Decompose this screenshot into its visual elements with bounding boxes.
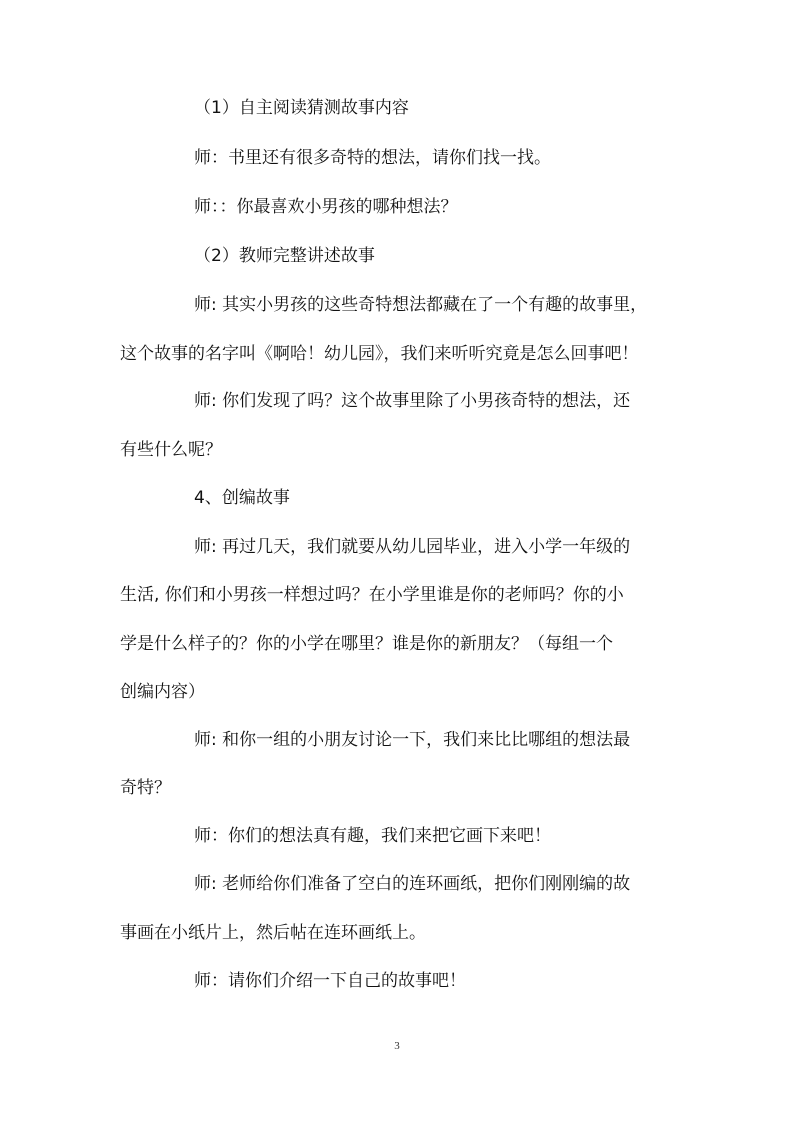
paragraph-continuation: 这个故事的名字叫《啊哈！幼儿园》，我们来听听究竟是怎么回事吧！ <box>120 344 639 364</box>
paragraph: 师：你们的想法真有趣，我们来把它画下来吧！ <box>194 826 551 846</box>
subheading-2: （2）教师完整讲述故事 <box>194 246 375 266</box>
page-number: 3 <box>394 1040 400 1052</box>
paragraph-continuation: 创编内容） <box>120 682 205 702</box>
paragraph: 师：请你们介绍一下自己的故事吧！ <box>194 971 466 991</box>
paragraph-continuation: 生活, 你们和小男孩一样想过吗？在小学里谁是你的老师吗？你的小 <box>120 585 624 605</box>
paragraph: 师：书里还有很多奇特的想法，请你们找一找。 <box>194 148 551 168</box>
paragraph: 师：：你最喜欢小男孩的哪种想法？ <box>194 197 458 217</box>
paragraph: 师: 和你一组的小朋友讨论一下，我们来比比哪组的想法最 <box>194 730 631 750</box>
paragraph: 师: 老师给你们准备了空白的连环画纸，把你们刚刚编的故 <box>194 874 631 894</box>
paragraph-continuation: 事画在小纸片上，然后帖在连环画纸上。 <box>120 923 426 943</box>
paragraph-continuation: 学是什么样子的？你的小学在哪里？谁是你的新朋友？（每组一个 <box>120 634 613 654</box>
paragraph-continuation: 奇特？ <box>120 778 171 798</box>
section-heading: 4、创编故事 <box>194 488 290 508</box>
paragraph: 师: 你们发现了吗？这个故事里除了小男孩奇特的想法，还 <box>194 391 631 411</box>
paragraph-continuation: 有些什么呢？ <box>120 440 222 460</box>
subheading-1: （1）自主阅读猜测故事内容 <box>194 98 409 118</box>
paragraph: 师: 再过几天，我们就要从幼儿园毕业，进入小学一年级的 <box>194 537 631 557</box>
paragraph: 师: 其实小男孩的这些奇特想法都藏在了一个有趣的故事里， <box>194 295 648 315</box>
